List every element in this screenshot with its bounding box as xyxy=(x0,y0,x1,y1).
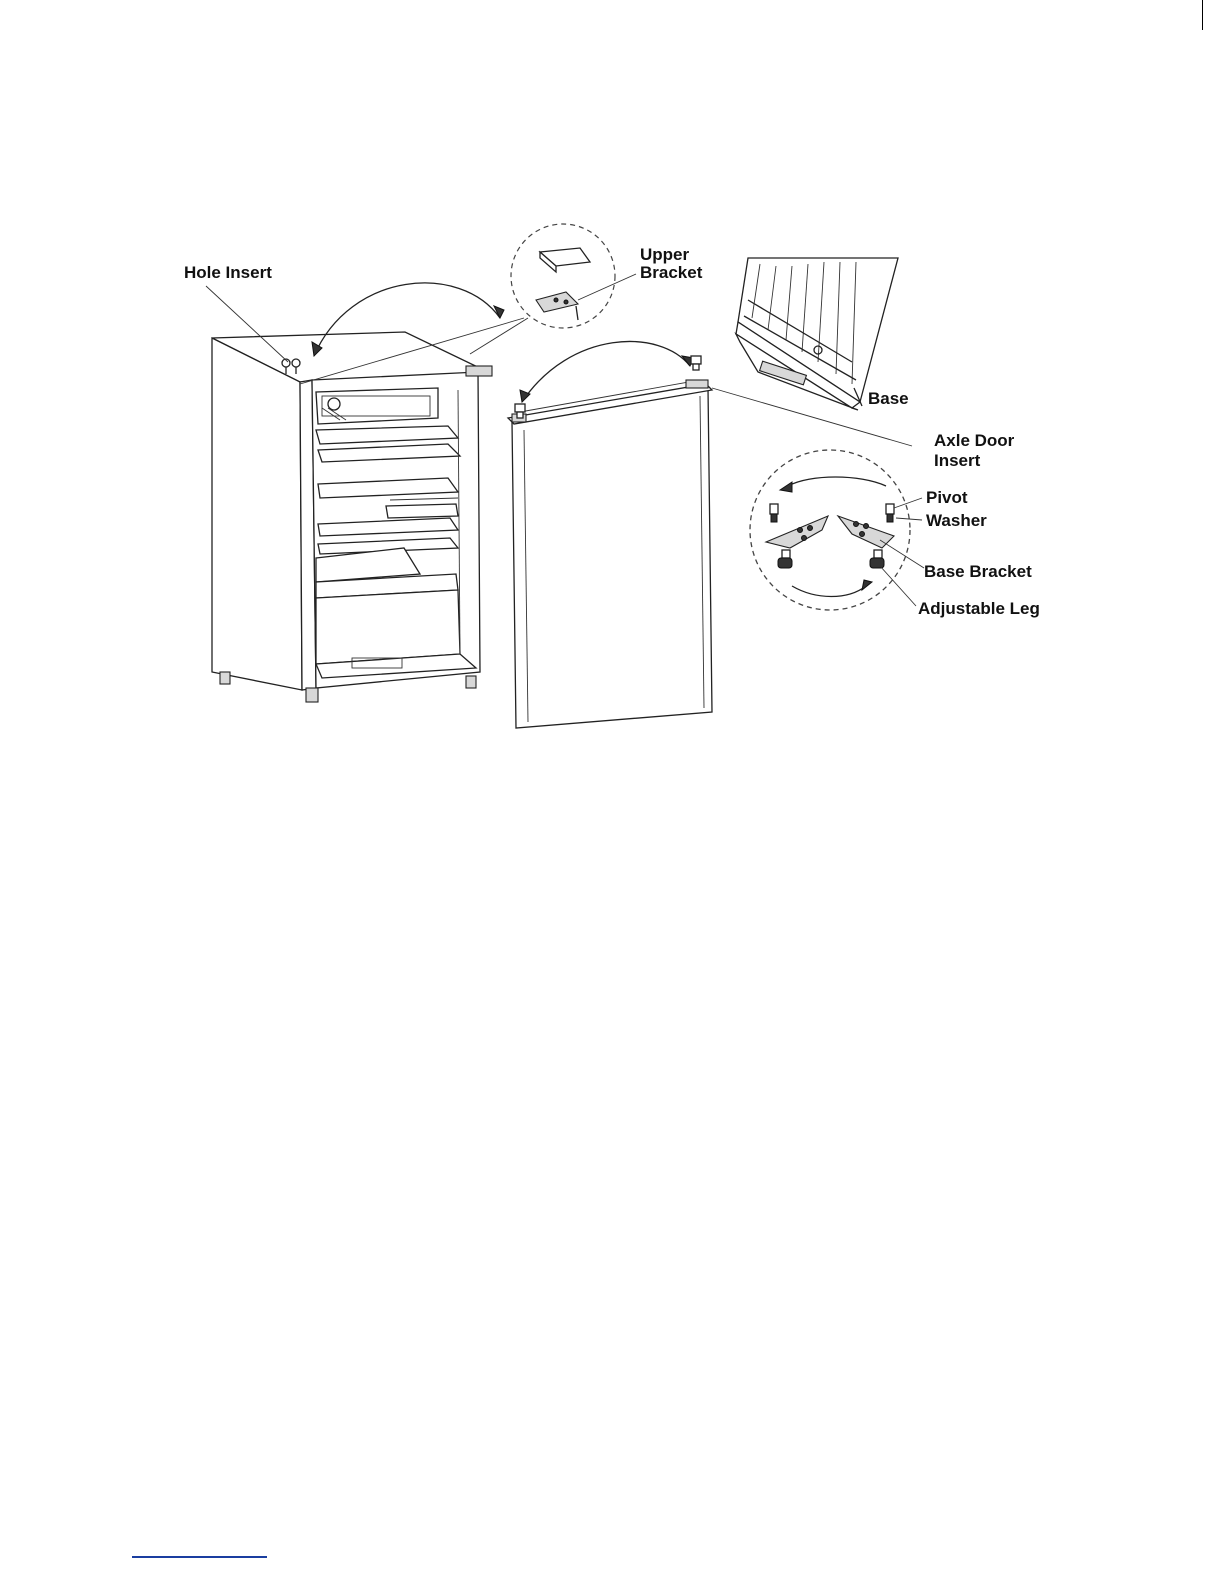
refrigerator-cabinet xyxy=(212,332,492,702)
label-washer: Washer xyxy=(926,511,987,530)
label-base-bracket: Base Bracket xyxy=(924,562,1032,581)
footer-link-underline xyxy=(132,1556,267,1558)
label-axle-door-insert-line1: Axle Door xyxy=(934,431,1015,450)
cabinet-base-view xyxy=(736,258,898,410)
label-axle-door-insert-line2: Insert xyxy=(934,451,981,470)
upper-bracket-leader xyxy=(578,274,636,300)
label-adjustable-leg: Adjustable Leg xyxy=(918,599,1040,618)
refrigerator-door xyxy=(508,380,712,728)
label-pivot: Pivot xyxy=(926,488,968,507)
label-upper-bracket-line1: Upper xyxy=(640,245,690,264)
label-base: Base xyxy=(868,389,909,408)
label-upper-bracket-line2: Bracket xyxy=(640,263,703,282)
base-bracket-callout xyxy=(750,450,924,610)
label-hole-insert: Hole Insert xyxy=(184,263,272,282)
